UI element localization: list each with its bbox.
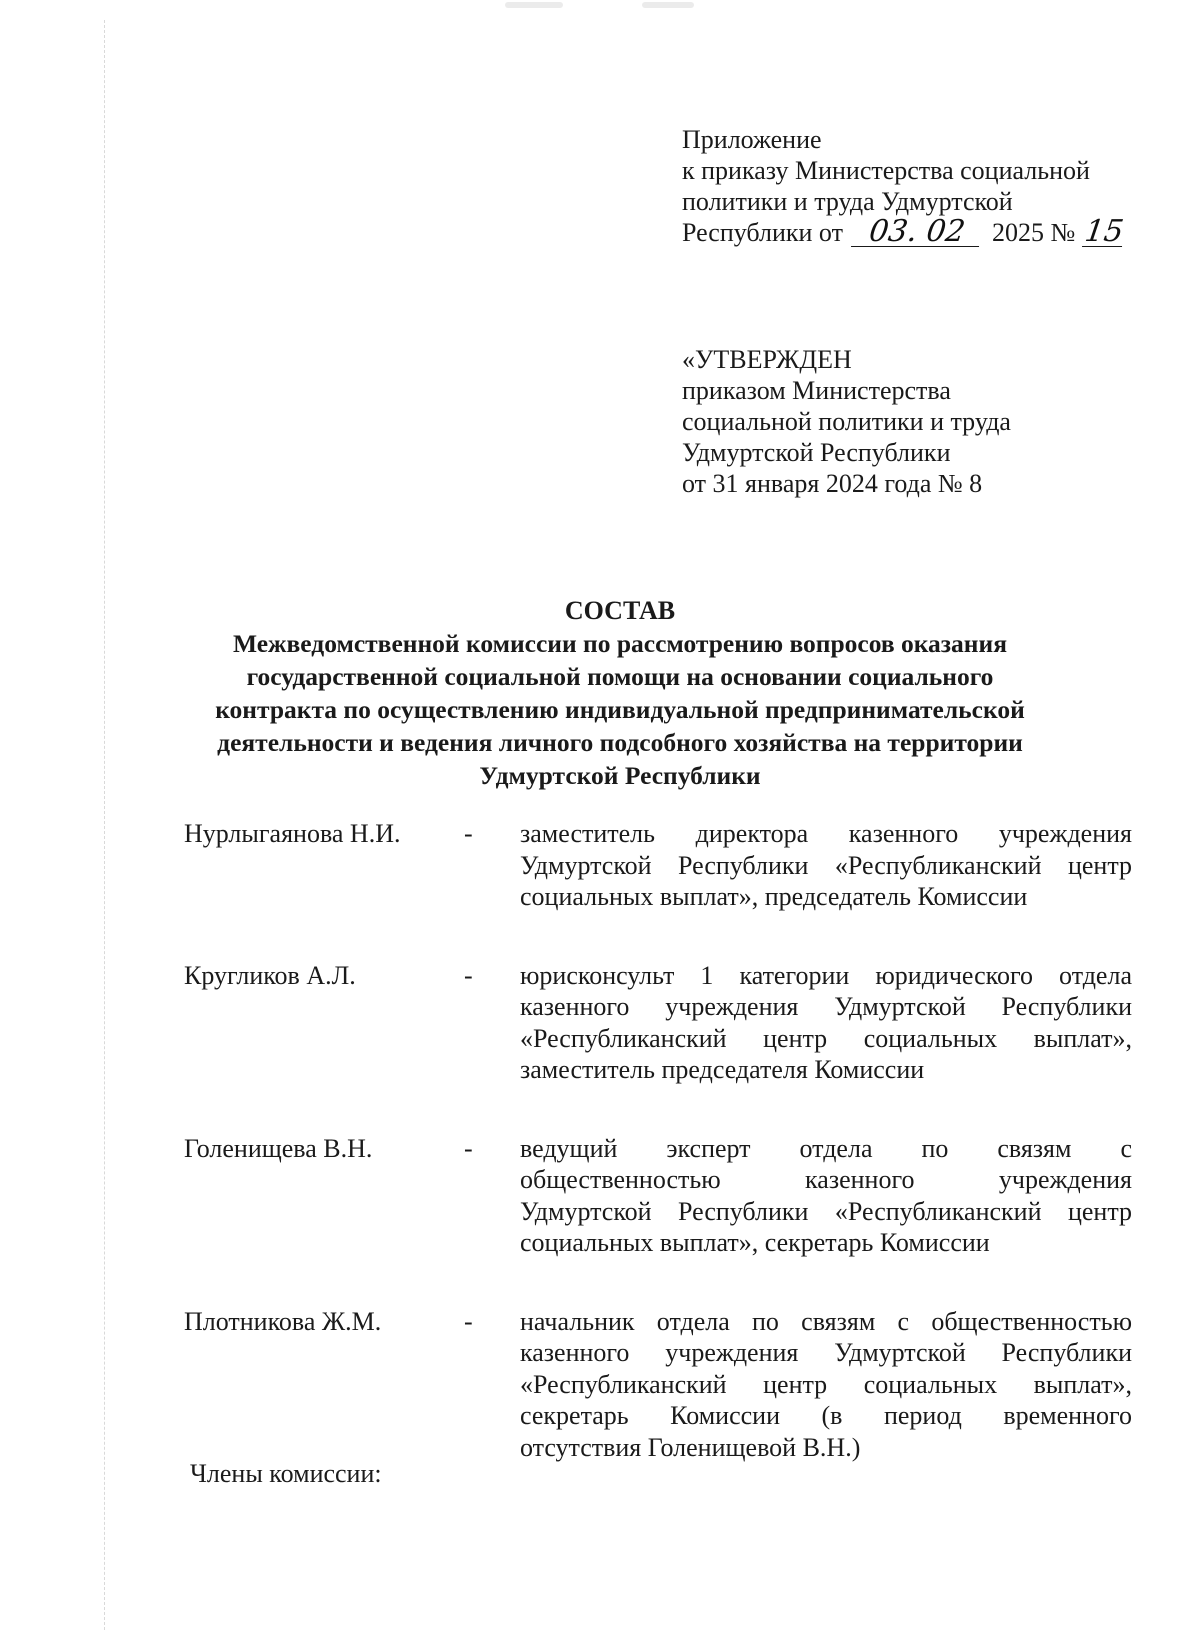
member-description (520, 1133, 1132, 1259)
member-name: Кругликов А.Л. (184, 960, 356, 990)
approved-line: приказом Министерства (682, 376, 951, 405)
member-description-line: казенного учреждения Удмуртской Республики (520, 1338, 1132, 1367)
member-dash: - (464, 1133, 473, 1163)
appendix-year-text: 2025 № (991, 218, 1076, 247)
member-description-line: отсутствия Голенищевой В.Н.) (520, 1432, 861, 1462)
scan-smudge-artifact (642, 2, 694, 8)
member-description-line: общественностью казенного учреждения (520, 1165, 1132, 1194)
member-name: Плотникова Ж.М. (184, 1306, 382, 1336)
subtitle-line: государственной социальной помощи на основании социального (246, 662, 994, 691)
member-entry (184, 1306, 1134, 1464)
appendix-header (682, 124, 1152, 248)
member-dash: - (464, 819, 473, 848)
member-description-line: начальник отдела по связям с общественностью (520, 1306, 1132, 1336)
member-description-line: казенного учреждения Удмуртской Республики (520, 992, 1132, 1021)
appendix-line: политики и труда Удмуртской (682, 187, 1013, 216)
appendix-line: к приказу Министерства социальной (682, 156, 1090, 185)
approved-line: от 31 января 2024 года № 8 (682, 469, 983, 498)
document-subtitle (150, 627, 1090, 792)
member-description-line: социальных выплат», председатель Комиссии (520, 882, 1028, 911)
member-dash: - (464, 1306, 473, 1336)
handwritten-date: 03. 02 (851, 218, 983, 247)
subtitle-line: контракта по осуществлению индивидуальной предпринимательской (215, 695, 1025, 724)
member-description (520, 960, 1132, 1086)
member-description-line: ведущий эксперт отдела по связям с (520, 1133, 1132, 1163)
member-description-line: Удмуртской Республики «Республиканский центр (520, 1196, 1132, 1226)
member-description-line: «Республиканский центр социальных выплат», (520, 1023, 1132, 1053)
member-dash: - (464, 960, 473, 990)
member-description (520, 1306, 1132, 1464)
subtitle-line: деятельности и ведения личного подсобного хозяйства на территории (217, 728, 1023, 757)
appendix-date-prefix: Республики от (682, 218, 843, 247)
member-description-line: «Республиканский центр социальных выплат», (520, 1369, 1132, 1399)
member-name: Голенищева В.Н. (184, 1133, 373, 1163)
approved-header (682, 344, 1152, 499)
member-description (520, 818, 1132, 913)
approved-line: Удмуртской Республики (682, 438, 951, 467)
subtitle-line: Межведомственной комиссии по рассмотрению вопросов оказания (233, 629, 1007, 658)
subtitle-line: Удмуртской Республики (479, 761, 761, 790)
member-entry (184, 1133, 1134, 1259)
members-section-label: Члены комиссии: (190, 1459, 382, 1488)
approved-line: социальной политики и труда (682, 407, 1011, 436)
handwritten-order-number: 15 (1082, 214, 1126, 249)
member-description-line: Удмуртской Республики «Республиканский центр (520, 850, 1132, 880)
member-name: Нурлыгаянова Н.И. (184, 819, 401, 848)
appendix-date-line (682, 214, 1152, 249)
member-description-line: заместитель директора казенного учреждения (520, 819, 1132, 848)
member-entry (184, 960, 1134, 1086)
member-description-line: секретарь Комиссии (в период временного (520, 1401, 1132, 1430)
approved-line: «УТВЕРЖДЕН (682, 345, 852, 374)
member-entry (184, 818, 1134, 913)
member-description-line: социальных выплат», секретарь Комиссии (520, 1228, 990, 1257)
appendix-line: Приложение (682, 125, 822, 154)
scan-edge-artifact (104, 20, 105, 1630)
member-description-line: заместитель председателя Комиссии (520, 1055, 925, 1084)
member-description-line: юрисконсульт 1 категории юридического отдела (520, 960, 1132, 990)
commission-members-list (184, 818, 1134, 1463)
document-title: СОСТАВ (564, 596, 676, 625)
scan-smudge-artifact (505, 2, 563, 8)
